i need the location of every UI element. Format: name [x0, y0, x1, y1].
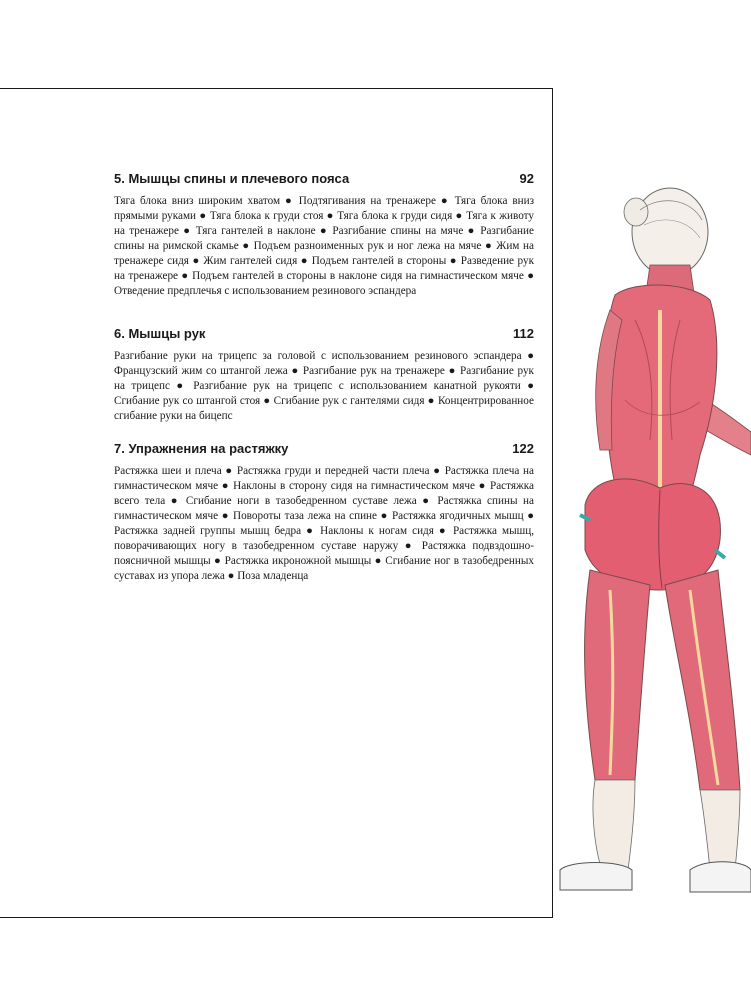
toc-section — [114, 171, 534, 299]
table-of-contents-panel — [0, 88, 553, 918]
section-page-number[interactable]: 112 — [513, 326, 534, 341]
section-title[interactable]: 5. Мышцы спины и плечевого пояса — [114, 171, 350, 186]
section-exercise-list: Разгибание руки на трицепс за головой с использованием резинового эспандера ● Французский жим со штангой лежа ● Разгибание рук на тренажере ● Разгибание рук на трицепс ● Разгибание рук на трицепс с использованием канатной рукояти ● Сгибание рук со штангой стоя ● Сгибание рук с гантелями сидя ● Концентрированное сгибание руки на бицепс — [114, 350, 534, 422]
section-heading — [114, 441, 534, 456]
section-page-number[interactable]: 122 — [512, 441, 534, 456]
anatomy-illustration — [540, 170, 751, 910]
toc-section — [114, 326, 534, 424]
section-title[interactable]: 7. Упражнения на растяжку — [114, 441, 289, 456]
toc-section — [114, 441, 534, 584]
section-exercise-list: Тяга блока вниз широким хватом ● Подтягивания на тренажере ● Тяга блока вниз прямыми руками ● Тяга блока к груди стоя ● Тяга блока к груди сидя ● Тяга к животу на тренажере ● Тяга гантелей в наклоне ● Разгибание спины на мяче ● Разгибание спины на римской скамье ● Подъем разноименных рук и ног лежа на мяче ● Жим на тренажере сидя ● Жим гантелей сидя ● Подъем гантелей в стороны ● Разведение рук на тренажере ● Подъем гантелей в стороны в наклоне сидя на гимнастическом мяче ● Отведение предплечья с использованием резинового эспандера — [114, 195, 534, 297]
section-title[interactable]: 6. Мышцы рук — [114, 326, 206, 341]
section-exercise-list: Растяжка шеи и плеча ● Растяжка груди и передней части плеча ● Растяжка плеча на гимнастическом мяче ● Наклоны в сторону сидя на гимнастическом мяче ● Растяжка всего тела ● Сгибание ноги в тазобедренном суставе лежа ● Растяжка спины на гимнастическом мяче ● Повороты таза лежа на спине ● Растяжка ягодичных мышц ● Растяжка задней группы мышц бедра ● Наклоны к ногам сидя ● Растяжка мышц, поворачивающих ногу в тазобедренном суставе наружу ● Растяжка подвздошно-поясничной мышцы ● Растяжка икроножной мышцы ● Сгибание ног в тазобедренных суставах из упора лежа ● Поза младенца — [114, 465, 534, 582]
section-heading — [114, 326, 534, 341]
section-heading — [114, 171, 534, 186]
section-page-number[interactable]: 92 — [519, 171, 534, 186]
